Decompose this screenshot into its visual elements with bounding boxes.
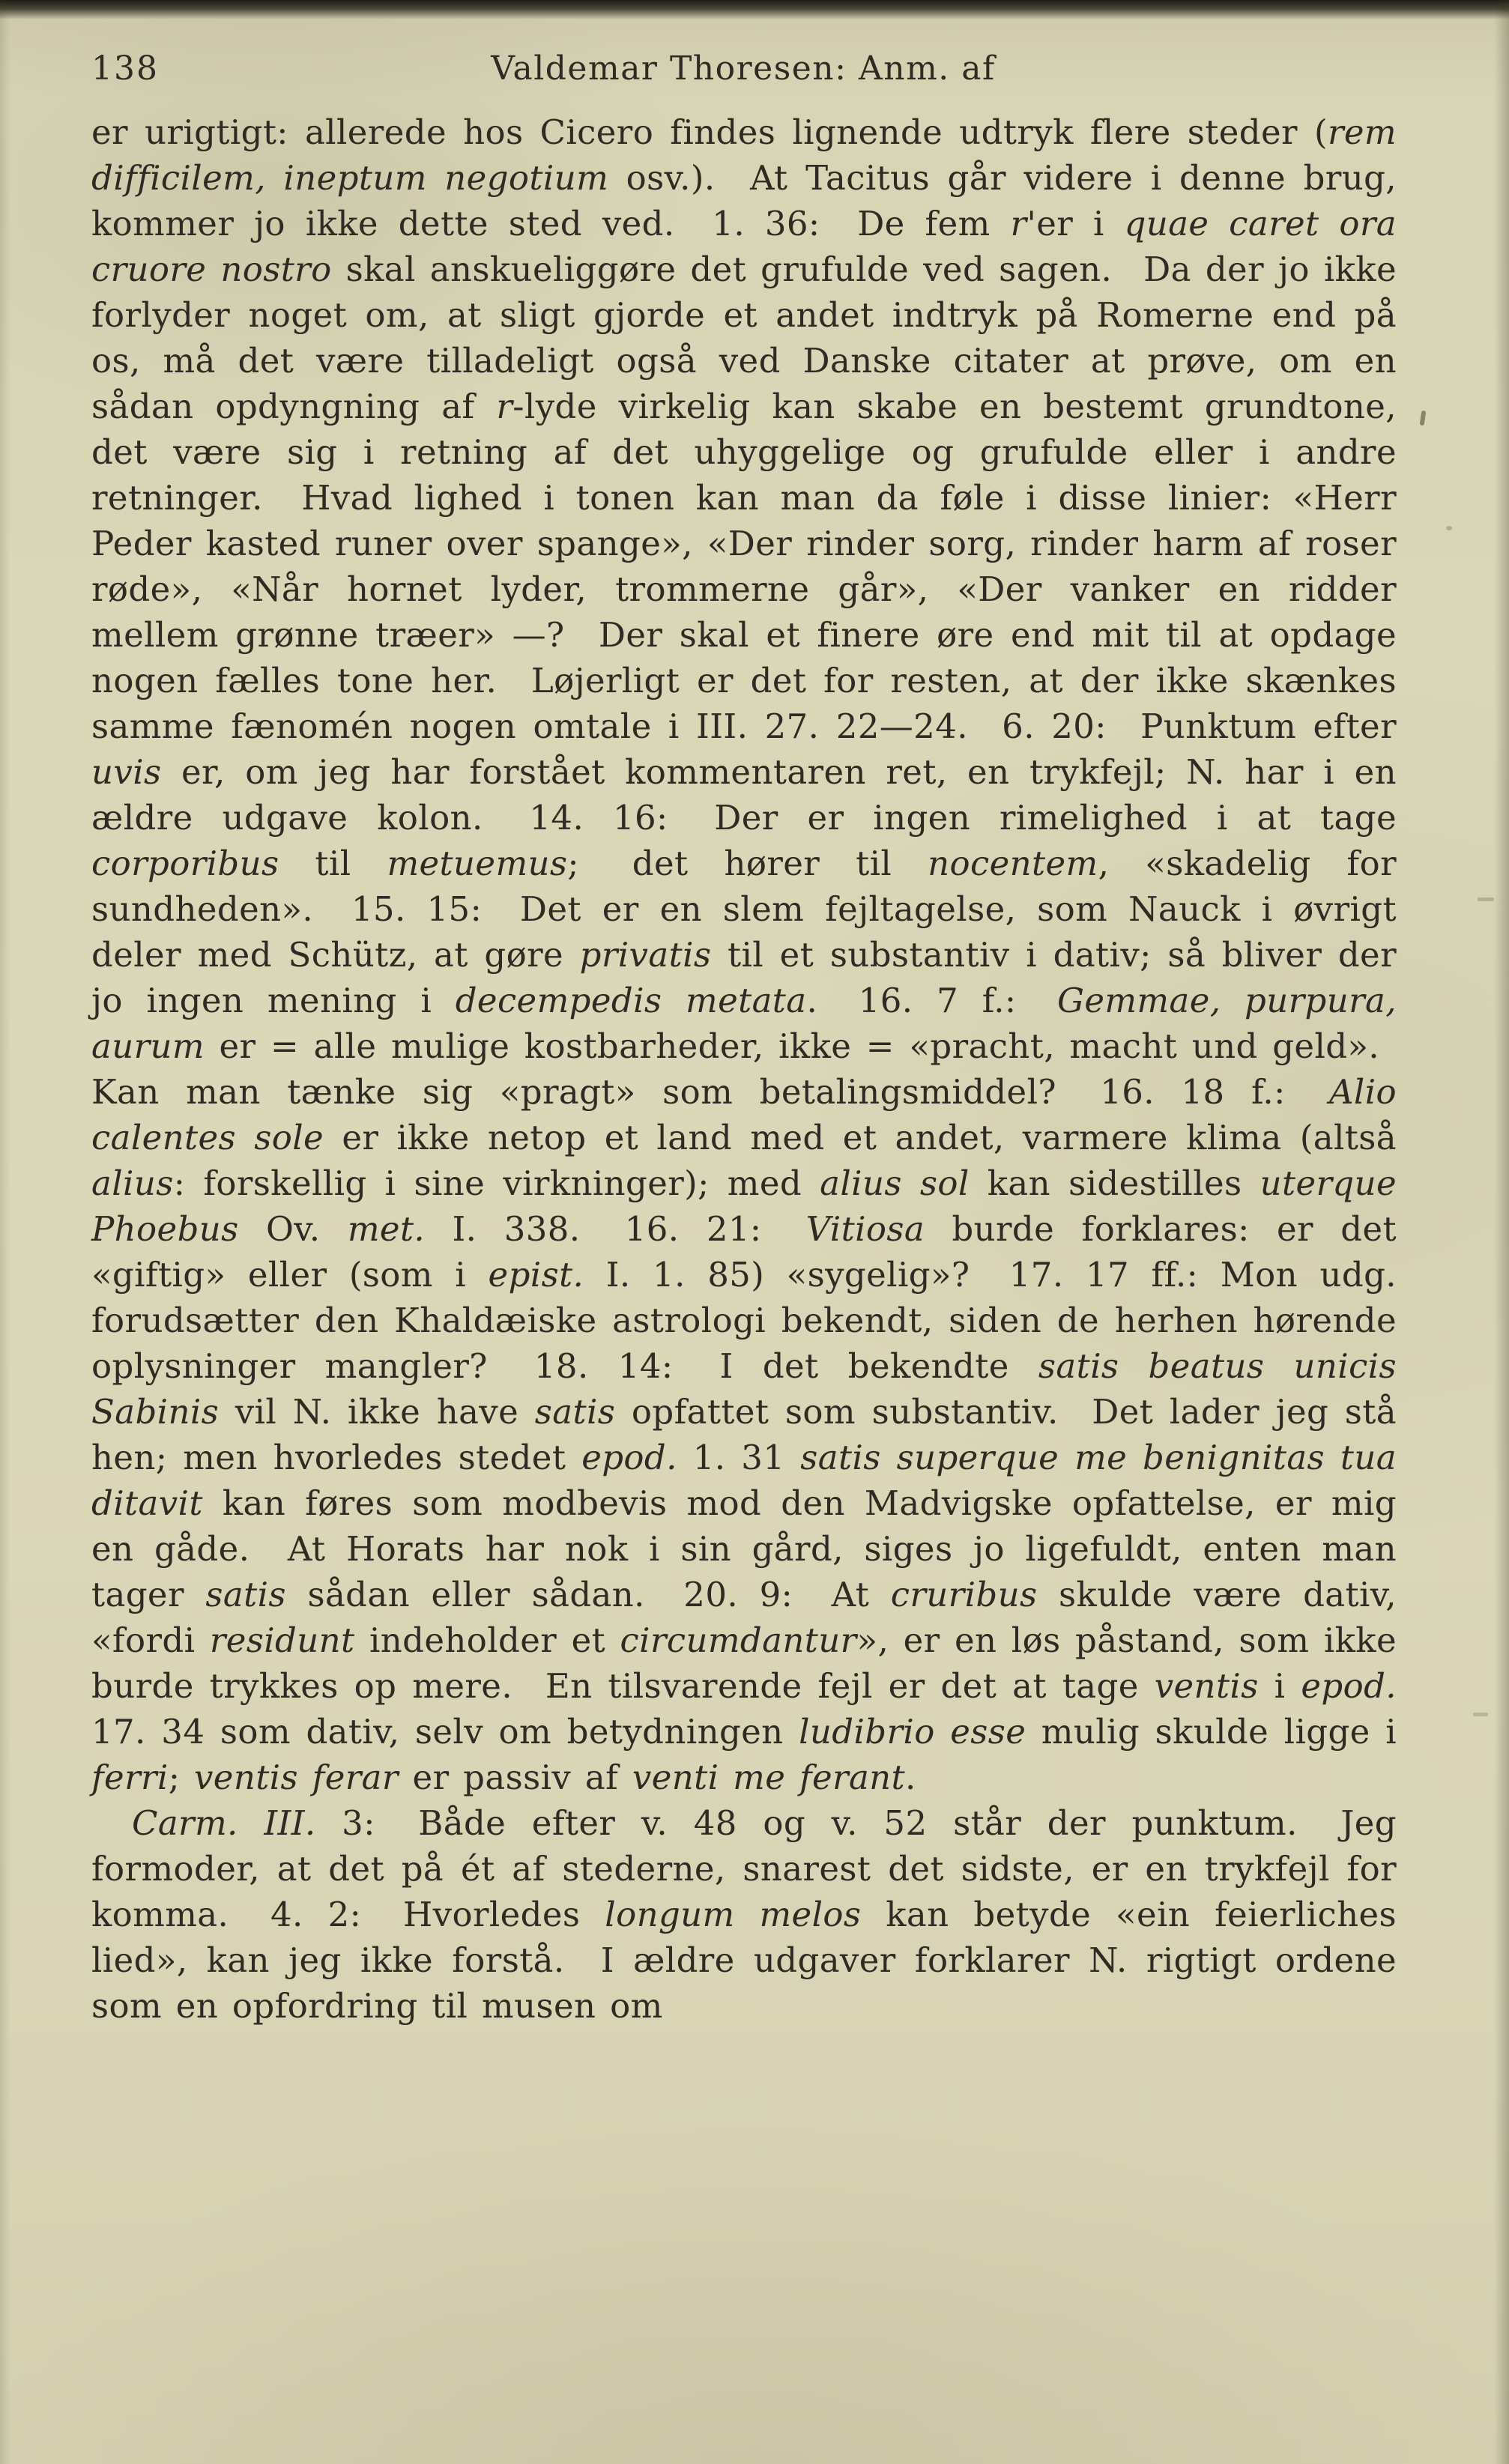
text-run: », er en løs påstand, som ikke burde trykkes op mere. En tilsvarende fejl er det at tage	[91, 1620, 1397, 1706]
text-run: kan betyde «ein feierliches lied», kan jeg ikke forstå. I ældre udgaver forklarer N. rigtigt ordene som en opfordring til musen om	[91, 1895, 1397, 2026]
text-run: er urigtigt: allerede hos Cicero findes lignende udtryk flere steder (	[91, 112, 1328, 152]
italic-text-run: longum melos	[605, 1895, 862, 1934]
paragraph	[91, 109, 1397, 1800]
italic-text-run: r	[1010, 204, 1027, 243]
page-body	[91, 109, 1397, 2029]
text-run: skal anskueliggøre det grufulde ved sagen. Da der jo ikke forlyder noget om, at sligt gjorde et andet indtryk på Romerne end på os, må det være tilladeligt også ved Danske citater at prøve, om en sådan opdyngning af	[91, 249, 1397, 426]
text-run: i	[1258, 1666, 1301, 1706]
paragraph	[91, 1800, 1397, 2029]
italic-text-run: satis	[205, 1575, 286, 1614]
page-header	[91, 49, 1395, 88]
text-run: er ikke netop et land med et andet, varmere klima (altså	[324, 1118, 1397, 1157]
text-run: Ov.	[238, 1209, 348, 1249]
text-run: 3: Både efter v. 48 og v. 52 står der punktum. Jeg formoder, at det på ét af stederne, snarest det sidste, er en trykfejl for komma. 4. 2: Hvorledes	[91, 1803, 1397, 1934]
text-run: opfattet som substantiv. Det lader jeg stå hen; men hvorledes stedet	[91, 1392, 1397, 1477]
italic-text-run: Vitiosa	[805, 1209, 925, 1249]
text-run: vil N. ikke have	[219, 1392, 535, 1432]
text-run: osv.). At Tacitus går videre i denne brug, kommer jo ikke dette sted ved. 1. 36: De fem	[91, 158, 1397, 243]
text-run: 17. 34 som dativ, selv om betydningen	[91, 1712, 799, 1752]
text-run: I. 338. 16. 21:	[425, 1209, 806, 1249]
italic-text-run: epist.	[488, 1255, 584, 1295]
text-run: ;	[168, 1758, 194, 1797]
italic-text-run: decempedis metata	[455, 981, 807, 1020]
italic-text-run: met.	[347, 1209, 426, 1249]
text-run: indeholder et	[354, 1620, 620, 1660]
text-run: : forskellig i sine virkninger); med	[173, 1163, 820, 1203]
italic-text-run: epod.	[581, 1438, 677, 1477]
scan-edge-right	[1494, 0, 1509, 2464]
text-run: kan føres som modbevis mod den Madvigske opfattelse, er mig en gåde. At Horats har nok i sin gård, siges jo ligefuldt, enten man tager	[91, 1483, 1397, 1614]
italic-text-run: nocentem	[928, 844, 1098, 883]
text-run: mulig skulde ligge i	[1026, 1712, 1397, 1752]
italic-text-run: privatis	[579, 935, 712, 975]
italic-text-run: Gemmae, purpura, aurum	[91, 981, 1397, 1066]
scan-artifact	[1473, 1713, 1488, 1716]
italic-text-run: Alio calentes sole	[91, 1072, 1397, 1157]
scan-edge-top	[0, 0, 1509, 19]
italic-text-run: ventis ferar	[193, 1758, 399, 1797]
text-run: er, om jeg har forstået kommentaren ret, en trykfejl; N. har i en ældre udgave kolon. 14. 16: Der er ingen rimelighed i at tage	[91, 752, 1397, 838]
italic-text-run: r	[496, 387, 513, 426]
italic-text-run: alius sol	[820, 1163, 970, 1203]
italic-text-run: satis superque me benignitas tua ditavit	[91, 1438, 1397, 1523]
italic-text-run: circumdantur	[620, 1620, 857, 1660]
scan-artifact	[1420, 411, 1427, 426]
italic-text-run: corporibus	[91, 844, 279, 883]
text-run: sådan eller sådan. 20. 9: At	[285, 1575, 891, 1614]
page-number: 138	[91, 49, 159, 88]
italic-text-run: metuemus	[387, 844, 568, 883]
scan-artifact	[1446, 526, 1452, 530]
scan-edge-left	[0, 0, 10, 2464]
italic-text-run: ventis	[1154, 1666, 1259, 1706]
text-run: burde forklares: er det «giftig» eller (som i	[91, 1209, 1397, 1295]
italic-text-run: alius	[91, 1163, 174, 1203]
italic-text-run: cruribus	[890, 1575, 1038, 1614]
text-run: er = alle mulige kostbarheder, ikke = «pracht, macht und geld». Kan man tænke sig «pragt» som betalingsmiddel? 16. 18 f.:	[91, 1026, 1397, 1112]
italic-text-run: satis	[534, 1392, 616, 1432]
text-run: 1. 31	[677, 1438, 801, 1477]
text-run: til et substantiv i dativ; så bliver der jo ingen mening i	[91, 935, 1397, 1020]
text-run: . 16. 7 f.:	[806, 981, 1057, 1020]
italic-text-run: ludibrio esse	[799, 1712, 1026, 1752]
italic-text-run: residunt	[209, 1620, 355, 1660]
italic-text-run: satis beatus unicis Sabinis	[91, 1346, 1397, 1432]
text-run: -lyde virkelig kan skabe en bestemt grundtone, det være sig i retning af det uhyggelige og grufulde eller i andre retninger. Hvad lighed i tonen kan man da føle i disse linier: «Herr Peder kasted runer over spange», «Der rinder sorg, rinder harm af roser røde», «Når hornet lyder, trommerne går», «Der vanker en ridder mellem grønne træer» —? Der skal et finere øre end mit til at opdage nogen fælles tone her. Løjerligt er det for resten, at der ikke skænkes samme fænomén nogen omtale i III. 27. 22—24. 6. 20: Punktum efter	[91, 387, 1397, 746]
text-run: kan sidestilles	[969, 1163, 1260, 1203]
text-run: I. 1. 85) «sygelig»? 17. 17 ff.: Mon udg. forudsætter den Khaldæiske astrologi bekendt, siden de herhen hørende oplysninger mangler? 18. 14: I det bekendte	[91, 1255, 1397, 1386]
italic-text-run: uvis	[91, 752, 162, 792]
text-run: , «skadelig for sundheden». 15. 15: Det er en slem fejltagelse, som Nauck i øvrigt deler med Schütz, at gøre	[91, 844, 1397, 975]
italic-text-run: quae caret ora cruore nostro	[91, 204, 1397, 289]
text-run: ; det hører til	[567, 844, 928, 883]
italic-text-run: venti me ferant	[632, 1758, 906, 1797]
italic-text-run: rem difficilem, ineptum negotium	[91, 112, 1397, 198]
running-header-title: Valdemar Thoresen: Anm. af	[491, 49, 996, 88]
italic-text-run: epod.	[1301, 1666, 1397, 1706]
scan-artifact	[1478, 897, 1494, 901]
italic-text-run: Carm. III.	[132, 1803, 316, 1843]
italic-text-run: uterque Phoebus	[91, 1163, 1397, 1249]
text-run: 'er i	[1026, 204, 1125, 243]
text-run: .	[905, 1758, 916, 1797]
text-run: til	[279, 844, 387, 883]
text-run: skulde være dativ, «fordi	[91, 1575, 1397, 1660]
italic-text-run: ferri	[91, 1758, 169, 1797]
text-run: er passiv af	[398, 1758, 632, 1797]
